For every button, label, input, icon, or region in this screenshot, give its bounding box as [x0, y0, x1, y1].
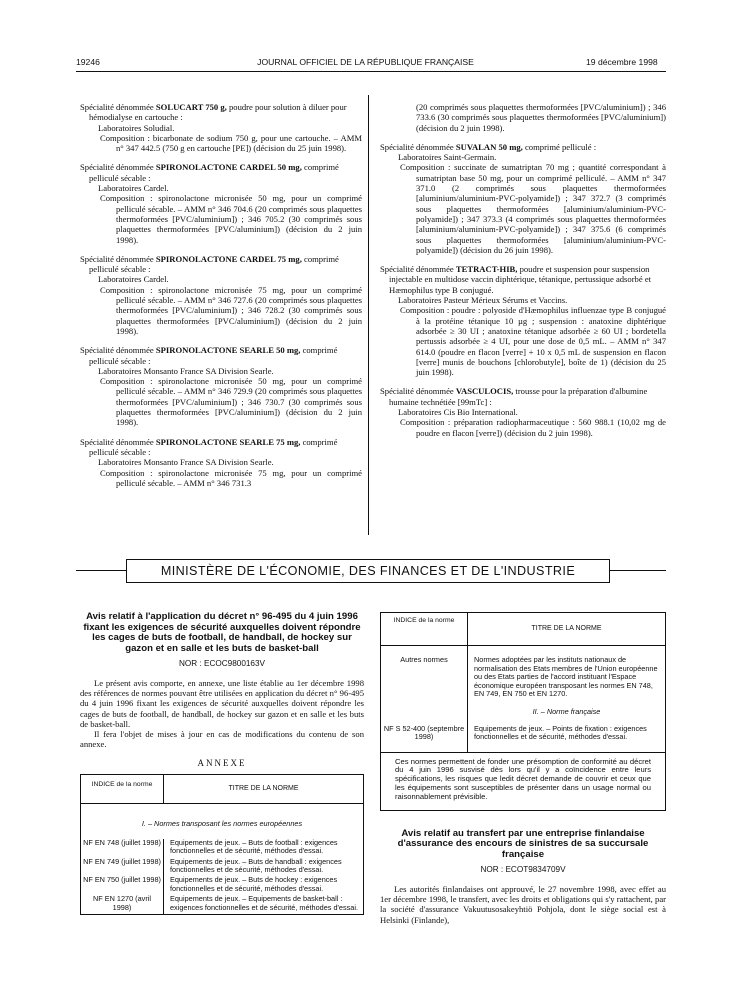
table-cell-indice: NF EN 748 (juillet 1998) — [81, 839, 164, 858]
table-cell-indice: NF S 52-400 (septembre 1998) — [381, 723, 468, 752]
page-number: 19246 — [76, 57, 100, 67]
specialite-name: SOLUCART 750 g, — [155, 102, 227, 112]
specialite-entry — [380, 264, 666, 377]
avis-football-para2: Il fera l'objet de mises à jour en cas de modifications du contenu de son annexe. — [80, 729, 364, 750]
right-column — [380, 102, 666, 447]
composition-text: Composition : spironolactone micronisée 50 mg, pour un comprimé pelliculé sécable. – AMM n° 346 704.6 (20 comprimés sous plaquettes thermoformées [PVC/aluminium]) ; 346 705.2 (30 comprimés sous plaquettes thermoformées [PVC/aluminium]) (décision du 2 juin 1998). — [100, 193, 362, 245]
table-section-title: II. – Norme française — [532, 707, 601, 717]
laboratory-name: Laboratoires Cis Bio International. — [398, 407, 518, 418]
banner-line-left — [76, 570, 126, 571]
specialite-heading — [80, 254, 362, 275]
specialite-description: poudre et suspension pour suspension injectable en multidose vaccin diphtérique, tétanique, pertussique adsorbé et Hæmophilus type B conjugué. — [389, 264, 652, 295]
specialite-entry — [80, 437, 362, 488]
right-lower-column — [380, 612, 666, 925]
journal-title: JOURNAL OFFICIEL DE LA RÉPUBLIQUE FRANÇAISE — [257, 57, 474, 67]
specialite-entry — [80, 345, 362, 427]
specialite-heading — [80, 162, 362, 183]
specialite-entry — [80, 162, 362, 244]
specialite-prefix: Spécialité dénommée — [380, 141, 456, 152]
column-divider — [368, 95, 369, 535]
specialite-heading — [80, 102, 362, 123]
left-column — [80, 102, 362, 497]
table-cell-indice: NF EN 1270 (avril 1998) — [81, 895, 164, 914]
specialite-prefix: Spécialité dénommée — [80, 436, 156, 447]
table-row — [81, 858, 364, 877]
laboratory-name: Laboratoires Pasteur Mérieux Sérums et Vaccins. — [398, 295, 568, 306]
header-rule — [76, 71, 666, 72]
composition-text: Composition : poudre : polyoside d'Hæmophilus influenzae type B conjugué à la protéine tétanique 10 µg ; suspension : anatoxine diphtérique adsorbée ≥ 30 UI ; anatoxine tétanique adsorbée ≥ 60 UI ; bordetella pertussis adsorbée ≥ 4 UI, pour une dose de 0,5 mL. – AMM n° 347 614.0 (poudre en flacon [verre] + 10 x 0,5 mL de suspension en flacon [verre] munis de bouchons [chlorobutyle], boîte de 1) (décision du 25 juin 1998). — [400, 305, 666, 378]
avis-football-section — [80, 612, 364, 915]
continuation-text: (20 comprimés sous plaquettes thermoformées [PVC/aluminium]) ; 346 733.6 (30 comprimés sous plaquettes thermoformées [PVC/aluminium]) (décision du 2 juin 1998). — [416, 102, 666, 133]
composition-text: Composition : préparation radiopharmaceutique : 560 988.1 (10,02 mg de poudre en flacon [verre]) (décision du 2 juin 1998). — [400, 417, 666, 438]
specialite-description: comprimé pelliculé sécable : — [89, 253, 339, 275]
laboratory-name: Laboratoires Cardel. — [98, 274, 169, 285]
specialite-name: SPIRONOLACTONE SEARLE 50 mg, — [155, 345, 301, 356]
table-cell-indice: Autres normes — [381, 646, 468, 703]
specialite-name: TETRACT-HIB, — [455, 264, 518, 275]
laboratory-name: Laboratoires Cardel. — [98, 183, 169, 194]
avis-transfert-title: Avis relatif au transfert par une entreprise finlandaise d'assurance des encours de sinistres de sa succursale française — [397, 827, 649, 860]
specialite-prefix: Spécialité dénommée — [380, 386, 456, 397]
table-col-indice: INDICE de la norme — [381, 613, 468, 646]
specialite-heading — [380, 142, 666, 152]
table-row — [81, 895, 364, 914]
ministry-banner: MINISTÈRE DE L'ÉCONOMIE, DES FINANCES ET DE L'INDUSTRIE — [126, 559, 610, 583]
table-cell-titre: Equipements de jeux. – Buts de hockey : exigences fonctionnelles et de sécurité, méthodes d'essai. — [170, 875, 338, 893]
avis-football-title: Avis relatif à l'application du décret n° 96-495 du 4 juin 1996 fixant les exigences de sécurité auxquelles doivent répondre les cages de buts de football, de handball, de hockey sur gazon et en salle et les buts de basket-ball — [83, 611, 361, 654]
specialite-description: comprimé pelliculé sécable : — [89, 162, 339, 183]
table-cell-indice: NF EN 749 (juillet 1998) — [81, 858, 164, 877]
table-cell-titre: Equipements de jeux. – Equipements de basket-ball : exigences fonctionnelles et de sécurité, méthodes d'essai. — [170, 894, 358, 912]
specialite-heading — [380, 264, 666, 295]
laboratory-name: Laboratoires Saint-Germain. — [398, 152, 497, 163]
specialite-name: SPIRONOLACTONE CARDEL 50 mg, — [155, 162, 302, 173]
annexe-table — [80, 774, 364, 915]
composition-text: Composition : spironolactone micronisée 75 mg, pour un comprimé pelliculé sécable. – AMM n° 346 727.6 (20 comprimés sous plaquettes thermoformées [PVC/aluminium]) ; 346 728.2 (30 comprimés sous plaquettes thermoformées [PVC/aluminium]) (décision du 2 juin 1998). — [100, 284, 362, 336]
table-cell-titre: Equipements de jeux. – Points de fixation : exigences fonctionnelles et de sécurité, méthodes d'essai. — [474, 723, 647, 742]
specialite-name: SPIRONOLACTONE SEARLE 75 mg, — [155, 436, 301, 447]
specialite-prefix: Spécialité dénommée — [80, 162, 156, 173]
laboratory-name: Laboratoires Monsanto France SA Division Searle. — [98, 457, 274, 468]
table-col-titre: TITRE DE LA NORME — [531, 625, 602, 632]
table-cell-indice: NF EN 750 (juillet 1998) — [81, 876, 164, 895]
specialite-name: SUVALAN 50 mg, — [455, 141, 523, 152]
laboratory-name: Laboratoires Soludial. — [98, 122, 175, 133]
specialite-description: poudre pour solution à diluer pour hémodialyse en cartouche : — [89, 102, 347, 123]
specialite-prefix: Spécialité dénommée — [380, 264, 456, 275]
table-row — [81, 876, 364, 895]
composition-text: Composition : bicarbonate de sodium 750 g, pour une cartouche. – AMM n° 347 442.5 (750 g en cartouche [PE]) (décision du 25 juin 1998). — [100, 132, 362, 154]
specialite-prefix: Spécialité dénommée — [80, 345, 156, 356]
specialite-heading — [80, 437, 362, 458]
table-row — [81, 839, 364, 858]
table-note: Ces normes permettent de fonder une présomption de conformité au décret du 4 juin 1996 susvisé dès lors qu'il y a coïncidence entre leurs spécifications, les risques que ledit décret demande de couvrir et ceux que les équipements sont susceptibles de présenter dans un usage normal ou raisonnablement prévisible. — [395, 756, 651, 801]
specialite-entry — [80, 102, 362, 153]
header-date: 19 décembre 1998 — [586, 57, 658, 67]
specialite-description: comprimé pelliculé sécable : — [89, 436, 338, 457]
composition-text: Composition : spironolactone micronisée 50 mg, pour un comprimé pelliculé sécable. – AMM n° 346 729.9 (20 comprimés sous plaquettes thermoformées [PVC/aluminium]) ; 346 730.7 (30 comprimés sous plaquettes thermoformées [PVC/aluminium]) (décision du 2 juin 1998). — [100, 376, 362, 428]
avis-transfert-para: Les autorités finlandaises ont approuvé, le 27 novembre 1998, avec effet au 1er décembre 1998, le transfert, avec les droits et obligations qui s'y rattachent, par la société d'assurance Vakuutusosakeyhtiö Pohjola, dont le siège social est à Helsinki (Finlande), — [380, 883, 666, 925]
specialite-heading — [80, 345, 362, 366]
annexe-title: ANNEXE — [197, 757, 247, 768]
composition-text: Composition : succinate de sumatriptan 70 mg ; quantité correspondant à sumatriptan base 50 mg, pour un comprimé pelliculé. – AMM n° 347 371.0 (2 comprimés sous plaquettes thermoformées [aluminium/aluminium-PVC-polyamide]) ; 347 372.7 (3 comprimés sous plaquettes thermoformées [aluminium/aluminium-PVC-polyamide]) ; 347 373.3 (4 comprimés sous plaquettes thermoformées [aluminium/aluminium-PVC-polyamide]) ; 347 375.6 (6 comprimés sous plaquettes thermoformées [aluminium/aluminium-PVC-polyamide]) (décision du 26 juin 1998). — [400, 162, 666, 255]
avis-football-para1: Le présent avis comporte, en annexe, une liste établie au 1er décembre 1998 des références de normes pouvant être utilisées en application du décret n° 96-495 du 4 juin 1996 fixant les exigences de sécurité auxquelles doivent répondre les cages de buts de football, de handball, de hockey sur gazon et en salle et les buts de basket-ball. — [80, 677, 364, 729]
specialite-description: trousse pour la préparation d'albumine humaine technétiée [99mTc] : — [389, 386, 648, 407]
composition-text: Composition : spironolactone micronisée 75 mg, pour un comprimé pelliculé sécable. – AMM n° 346 731.3 — [100, 467, 362, 488]
specialite-prefix: Spécialité dénommée — [80, 102, 156, 112]
specialite-heading — [380, 386, 666, 407]
norms-table — [380, 612, 666, 811]
specialite-prefix: Spécialité dénommée — [80, 253, 156, 264]
table-col-titre: TITRE DE LA NORME — [228, 785, 299, 793]
table-cell-titre: Equipements de jeux. – Buts de football : exigences fonctionnelles et de sécurité, méthodes d'essai. — [170, 837, 338, 856]
specialite-entry — [80, 254, 362, 336]
specialite-description: comprimé pelliculé : — [522, 141, 597, 152]
specialite-name: SPIRONOLACTONE CARDEL 75 mg, — [155, 253, 302, 264]
table-section-title: I. – Normes transposant les normes européennes — [141, 819, 303, 829]
banner-line-right — [609, 570, 666, 571]
specialite-description: comprimé pelliculé sécable : — [89, 345, 338, 366]
laboratory-name: Laboratoires Monsanto France SA Division Searle. — [98, 365, 274, 376]
table-cell-titre: Normes adoptées par les instituts nationaux de normalisation des Etats membres de l'Union européenne ou des Etats parties de l'accord instituant l'Espace économique européen transposant les normes EN 748, EN 749, EN 750 et EN 1270. — [474, 655, 658, 699]
specialite-entry — [380, 142, 666, 255]
table-col-indice: INDICE de la norme — [81, 775, 164, 804]
specialite-name: VASCULOCIS, — [455, 386, 514, 397]
avis-football-nor: NOR : ECOC9800163V — [178, 659, 265, 669]
avis-transfert-nor: NOR : ECOT9834709V — [480, 865, 566, 875]
specialite-entry — [380, 386, 666, 437]
table-cell-titre: Equipements de jeux. – Buts de handball : exigences fonctionnelles et de sécurité, méthodes d'essai. — [170, 856, 342, 875]
